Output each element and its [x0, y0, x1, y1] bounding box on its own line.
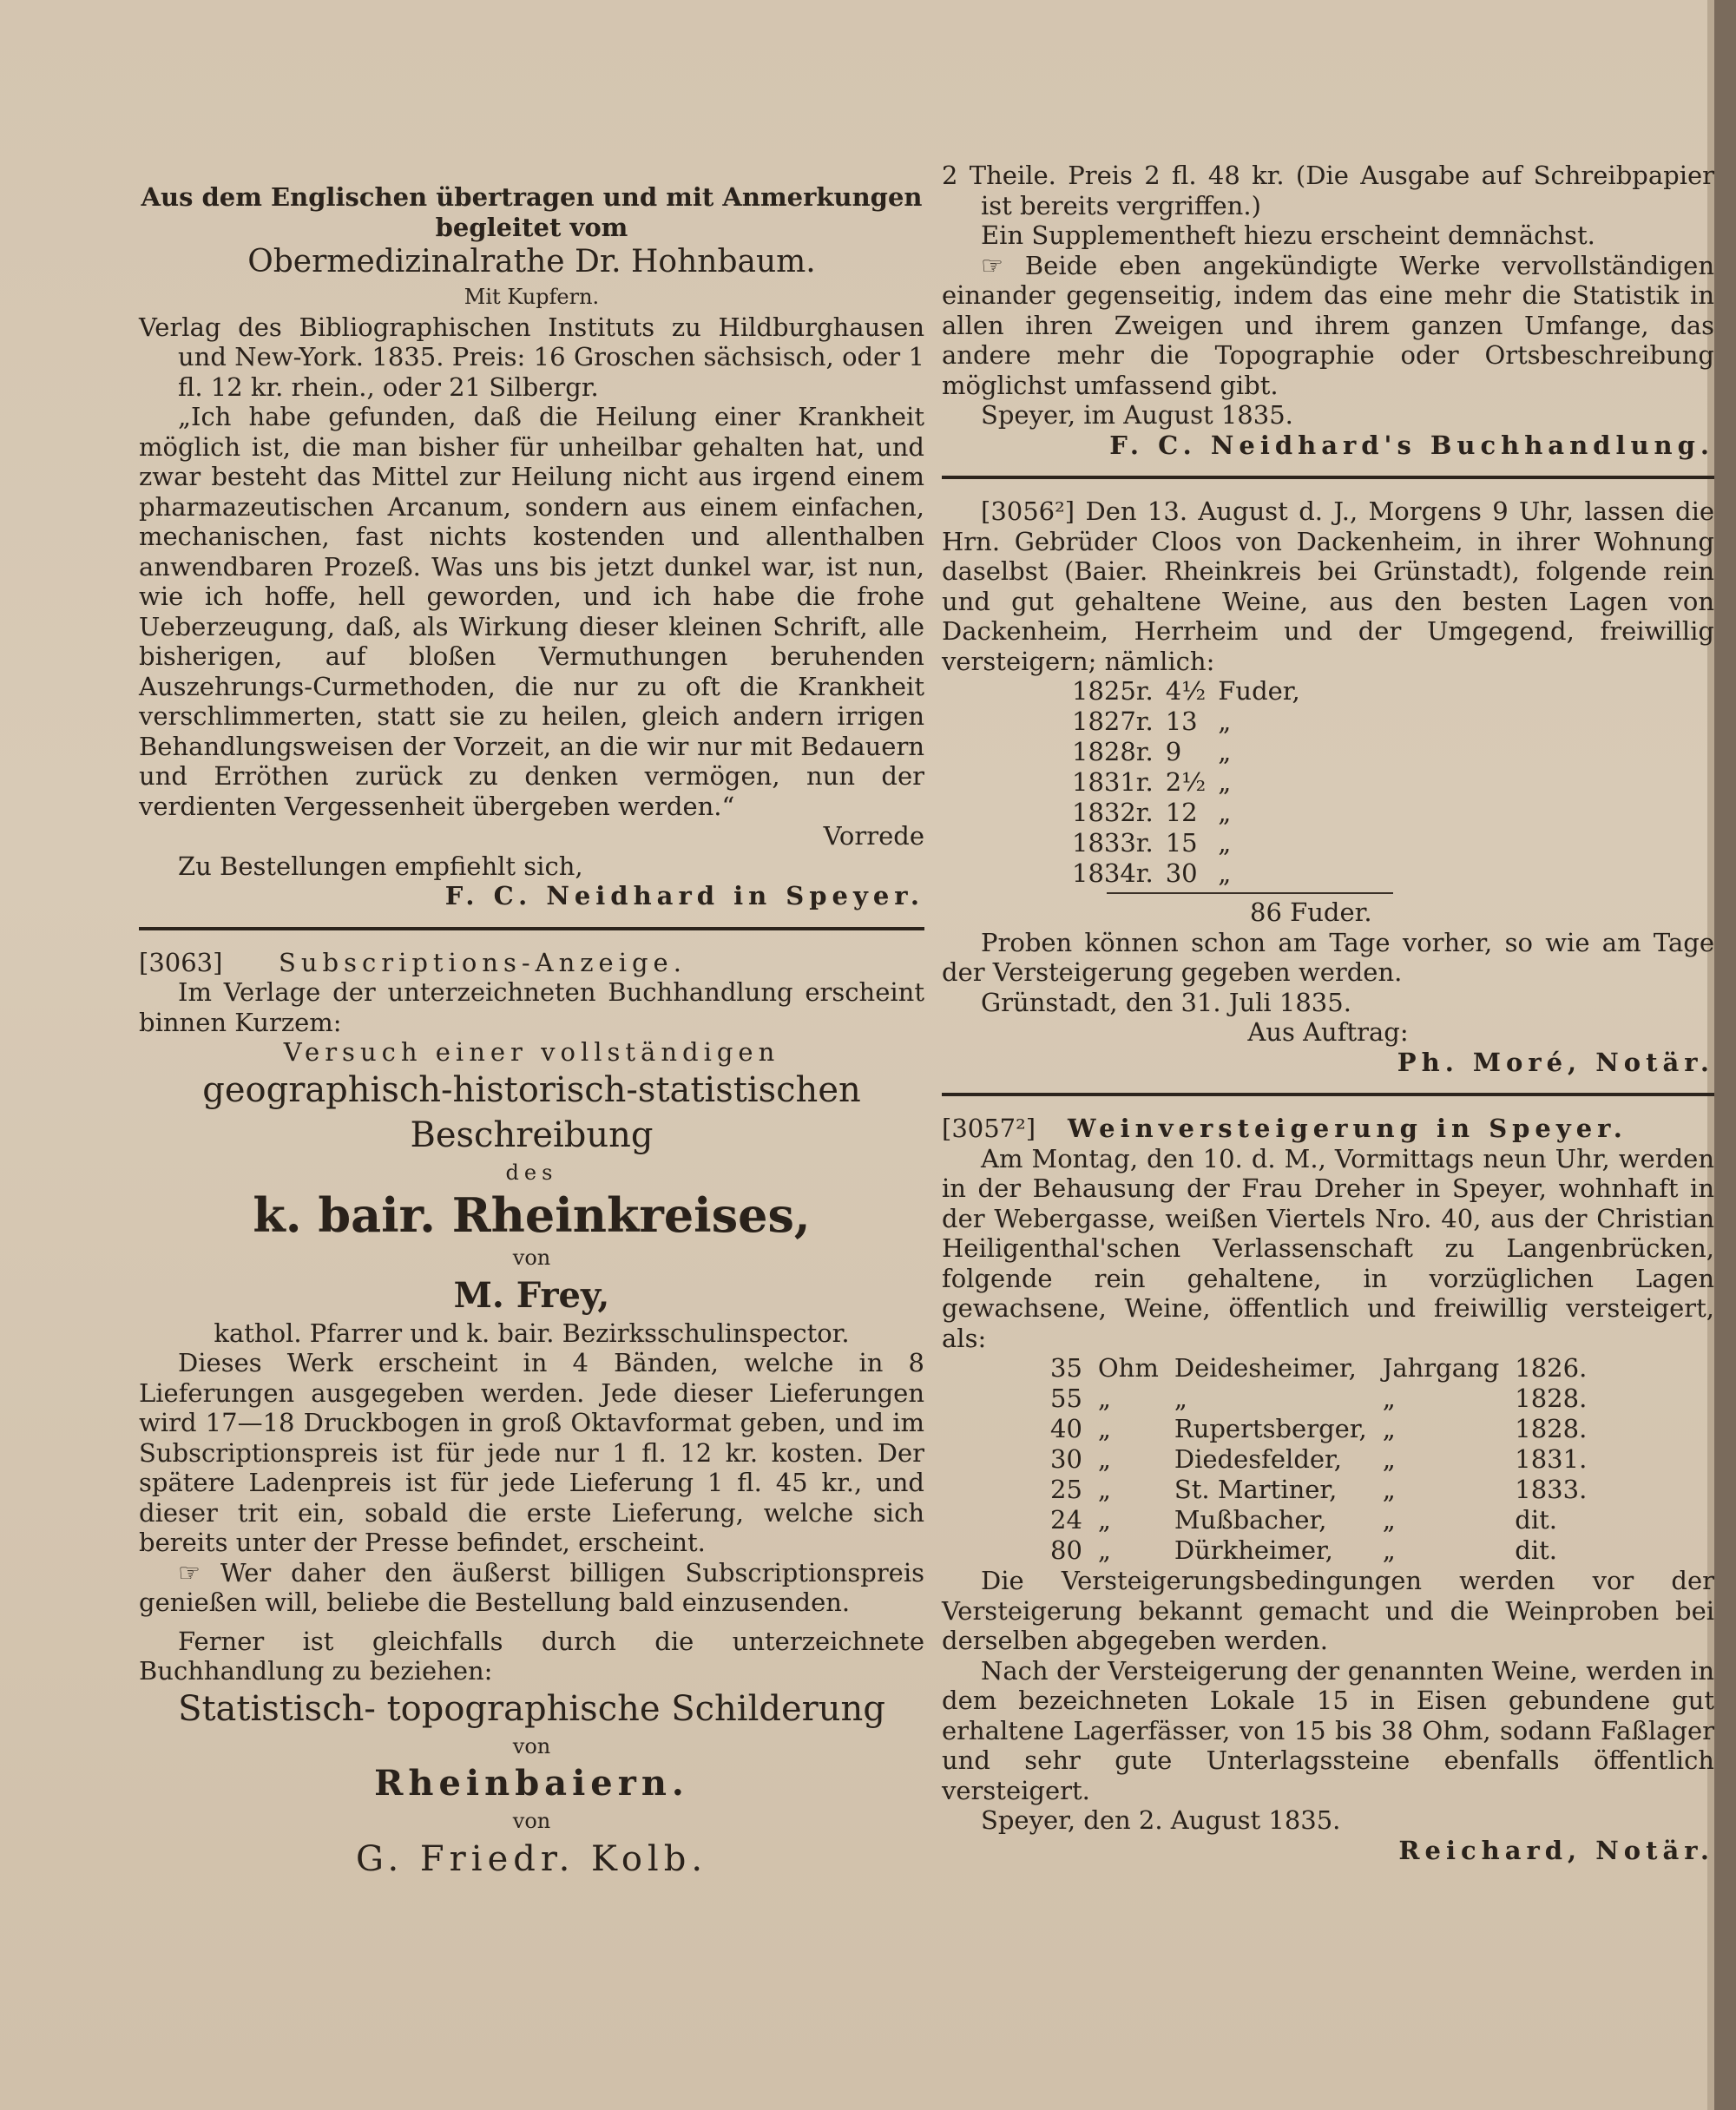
wine-unit: Fuder, — [1218, 676, 1300, 706]
wine-label: „ — [1382, 1414, 1396, 1443]
wine-qty: 24 — [1050, 1505, 1082, 1535]
subscription-title4: k. bair. Rheinkreises, — [253, 1187, 811, 1243]
wine-name: St. Martiner, — [1174, 1475, 1338, 1504]
wine-row — [1050, 1505, 1602, 1535]
wine-qty: 80 — [1050, 1535, 1082, 1565]
wine-unit: „ — [1218, 737, 1232, 766]
wine-year: 1833r. — [1072, 828, 1154, 858]
wine-name: Mußbacher, — [1174, 1505, 1327, 1535]
auction1-signature: Ph. Moré, Notär. — [1397, 1047, 1714, 1077]
wine-label: „ — [1382, 1505, 1396, 1535]
subscription-number: [3063] — [139, 947, 223, 977]
section-divider — [942, 1093, 1714, 1096]
right-top-note: ☞ Beide eben angekündigte Werke vervollständigen einander gegenseitig, indem das eine mehr die Statistik in allen ihren Zweigen und ihrem ganzen Umfange, das andere mehr die Topographie oder Ortsbeschreibung möglichst umfassend gibt. — [942, 250, 1714, 400]
right-column — [942, 161, 1714, 1865]
auction1-mandate: Aus Auftrag: — [1247, 1017, 1409, 1047]
wine-row — [1050, 1414, 1602, 1444]
wine-unit: „ — [1097, 1414, 1111, 1443]
wine-year: 1826. — [1515, 1353, 1588, 1383]
auction2-conditions: Die Versteigerungsbedingungen werden vor der Versteigerung bekannt gemacht und die Weinproben bei derselben abgegeben werden. — [942, 1566, 1714, 1655]
wine-year: dit. — [1515, 1505, 1557, 1535]
wine-row — [1050, 1535, 1602, 1566]
auction1-number: [3056²] — [981, 496, 1075, 526]
book-ad-quote: „Ich habe gefunden, daß die Heilung einer Krankheit möglich ist, die man bisher für unheilbar gehalten hat, und zwar besteht das Mittel zur Heilung nicht aus irgend einem pharmazeutischen Arcanum, sondern aus einem einfachen, mechanischen, fast nichts kostenden und allenthalben anwendbaren Prozeß. Was uns bis jetzt dunkel war, ist nun, wie ich hoffe, hell geworden, und ich habe die frohe Ueberzeugung, daß, als Wirkung dieser kleinen Schrift, alle bisherigen, auf bloßen Vermuthungen beruhenden Auszehrungs-Curmethoden, die nur zu oft die Krankheit verschlimmerten, statt sie zu heilen, gleich andern irrigen Behandlungsweisen der Vorzeit, an die wir nur mit Bedauern und Erröthen zurück zu denken vermögen, nun der verdienten Vergessenheit übergeben werden.“ — [139, 402, 924, 821]
wine-year: 1827r. — [1072, 707, 1154, 736]
wine-year: dit. — [1515, 1535, 1557, 1565]
book2-title2: von — [512, 1733, 551, 1758]
wine-qty: 55 — [1050, 1384, 1082, 1413]
wine-row — [1072, 858, 1312, 889]
subscription-heading: Subscriptions-Anzeige. — [278, 947, 687, 977]
book2-title4: von — [512, 1809, 551, 1833]
wine-label: „ — [1382, 1384, 1396, 1413]
auction2-date: Speyer, den 2. August 1835. — [981, 1805, 1341, 1835]
wine-amount: 4½ — [1165, 676, 1207, 706]
subscription-header — [139, 948, 924, 978]
wine-row — [1072, 707, 1312, 737]
auction1-samples: Proben können schon am Tage vorher, so wie am Tage der Versteigerung gegeben werden. — [942, 927, 1714, 987]
wine-row — [1072, 676, 1312, 707]
wine-label: Jahrgang — [1382, 1353, 1500, 1383]
right-top-parts: 2 Theile. Preis 2 fl. 48 kr. (Die Ausgabe auf Schreibpapier ist bereits vergriffen.) — [942, 161, 1714, 220]
subscription-title6: M. Frey, — [453, 1274, 610, 1316]
wine-row — [1072, 737, 1312, 767]
wine-name: „ — [1174, 1384, 1187, 1413]
auction2-wine-list — [1050, 1353, 1602, 1566]
auction2-header — [942, 1114, 1714, 1144]
wine-unit: „ — [1097, 1444, 1111, 1474]
wine-label: „ — [1382, 1475, 1396, 1504]
wine-year: 1833. — [1515, 1475, 1588, 1504]
wine-unit: „ — [1097, 1535, 1111, 1565]
wine-qty: 25 — [1050, 1475, 1082, 1504]
subscription-title5: von — [512, 1246, 551, 1270]
wine-unit: „ — [1097, 1505, 1111, 1535]
wine-year: 1828r. — [1072, 737, 1154, 766]
wine-row — [1050, 1444, 1602, 1475]
wine-qty: 30 — [1050, 1444, 1082, 1474]
left-column — [139, 182, 924, 1882]
book-ad-quote-source: Vorrede — [823, 821, 924, 851]
book-ad-signature: F. C. Neidhard in Speyer. — [444, 881, 924, 910]
wine-amount: 2½ — [1165, 767, 1207, 797]
wine-name: Dürkheimer, — [1174, 1535, 1333, 1565]
wine-unit: Ohm — [1097, 1353, 1159, 1383]
wine-name: Rupertsberger, — [1174, 1414, 1367, 1443]
subscription-intro: Im Verlage der unterzeichneten Buchhandlung erscheint binnen Kurzem: — [139, 977, 924, 1037]
book2-title1: Statistisch- topographische Schilderung — [178, 1688, 885, 1729]
total-divider — [1107, 892, 1393, 894]
book-ad-line2: begleitet vom — [435, 212, 628, 242]
book2-title5: G. Friedr. Kolb. — [355, 1838, 708, 1879]
book-ad-line1: Aus dem Englischen übertragen und mit Anmerkungen — [141, 182, 923, 212]
subscription-title7: kathol. Pfarrer und k. bair. Bezirksschulinspector. — [214, 1318, 850, 1348]
wine-year: 1831. — [1515, 1444, 1588, 1474]
subscription-title1: Versuch einer vollständigen — [283, 1037, 780, 1067]
right-top-date: Speyer, im August 1835. — [981, 400, 1293, 430]
wine-year: 1828. — [1515, 1384, 1588, 1413]
wine-qty: 40 — [1050, 1414, 1082, 1443]
book-ad-author: Obermedizinalrathe Dr. Hohnbaum. — [247, 244, 816, 279]
right-top-supplement: Ein Supplementheft hiezu erscheint demnächst. — [981, 220, 1595, 250]
wine-label: „ — [1382, 1444, 1396, 1474]
auction2-body: Am Montag, den 10. d. M., Vormittags neun Uhr, werden in der Behausung der Frau Dreher in Speyer, wohnhaft in der Webergasse, weißen Viertels Nro. 40, aus der Christian Heiligenthal'schen Verlassenschaft zu Langenbrücken, folgende rein gehaltene, in vorzüglichen Lagen gewachsene, Weine, öffentlich und freiwillig versteigert, als: — [942, 1143, 1714, 1353]
subscription-also: Ferner ist gleichfalls durch die unterzeichnete Buchhandlung zu beziehen: — [139, 1626, 924, 1686]
wine-year: 1834r. — [1072, 858, 1154, 888]
wine-row — [1050, 1353, 1602, 1384]
book-ad-illustrations: Mit Kupfern. — [464, 285, 600, 309]
book-ad-publisher: Verlag des Bibliographischen Instituts zu Hildburghausen und New-York. 1835. Preis: 16 Groschen sächsisch, oder 1 fl. 12 kr. rhein., oder 21 Silbergr. — [139, 312, 924, 402]
wine-year: 1832r. — [1072, 798, 1154, 827]
wine-unit: „ — [1218, 828, 1232, 858]
auction1-body: Den 13. August d. J., Morgens 9 Uhr, lassen die Hrn. Gebrüder Cloos von Dackenheim, in ihrer Wohnung daselbst (Baier. Rheinkreis bei Grünstadt), folgende rein und gut gehaltene Weine, aus den besten Lagen von Dackenheim, Herrheim und der Umgegend, freiwillig versteigern; nämlich: — [942, 496, 1715, 676]
wine-amount: 9 — [1165, 737, 1182, 766]
book-ad-order: Zu Bestellungen empfiehlt sich, — [178, 851, 583, 881]
auction1-total: 86 Fuder. — [1250, 897, 1372, 927]
wine-row — [1050, 1475, 1602, 1505]
section-divider — [942, 476, 1714, 479]
right-top-signature: F. C. Neidhard's Buchhandlung. — [1109, 430, 1714, 460]
wine-amount: 13 — [1165, 707, 1198, 736]
wine-unit: „ — [1218, 858, 1232, 888]
wine-amount: 12 — [1165, 798, 1198, 827]
auction2-after: Nach der Versteigerung der genannten Weine, werden in dem bezeichneten Lokale 15 in Eisen gebundene gut erhaltene Lagerfässer, von 15 bis 38 Ohm, sodann Faßlager und sehr gute Unterlagssteine ebenfalls öffentlich versteigert. — [942, 1655, 1714, 1805]
wine-row — [1050, 1384, 1602, 1414]
wine-name: Diedesfelder, — [1174, 1444, 1342, 1474]
auction1-wine-list — [1072, 676, 1312, 889]
wine-year: 1825r. — [1072, 676, 1154, 706]
page-edge — [1714, 0, 1736, 2110]
wine-qty: 35 — [1050, 1353, 1082, 1383]
auction2-number: [3057²] — [942, 1114, 1036, 1143]
wine-year: 1828. — [1515, 1414, 1588, 1443]
wine-unit: „ — [1218, 798, 1232, 827]
subscription-title2: geographisch-historisch-statistischen Beschreibung — [202, 1069, 861, 1155]
wine-year: 1831r. — [1072, 767, 1154, 797]
wine-unit: „ — [1218, 707, 1232, 736]
wine-row — [1072, 767, 1312, 798]
auction2-signature: Reichard, Notär. — [1398, 1835, 1714, 1865]
wine-name: Deidesheimer, — [1174, 1353, 1357, 1383]
subscription-title3: des — [505, 1160, 558, 1185]
wine-unit: „ — [1218, 767, 1232, 797]
section-divider — [139, 927, 924, 930]
auction1-text — [942, 496, 1714, 676]
auction2-heading: Weinversteigerung in Speyer. — [1067, 1114, 1628, 1143]
wine-row — [1072, 798, 1312, 828]
subscription-note: ☞ Wer daher den äußerst billigen Subscriptionspreis genießen will, beliebe die Bestellung bald einzusenden. — [139, 1557, 924, 1617]
wine-label: „ — [1382, 1535, 1396, 1565]
wine-row — [1072, 828, 1312, 858]
wine-amount: 15 — [1165, 828, 1198, 858]
subscription-body: Dieses Werk erscheint in 4 Bänden, welche in 8 Lieferungen ausgegeben werden. Jede dieser Lieferungen wird 17—18 Druckbogen in groß Oktavformat geben, und im Subscriptionspreis ist für jede nur 1 fl. 12 kr. kosten. Der spätere Ladenpreis ist für jede Lieferung 1 fl. 45 kr., und dieser trit ein, sobald die erste Lieferung, welche sich bereits unter der Presse befindet, erscheint. — [139, 1348, 924, 1557]
book2-title3: Rheinbaiern. — [374, 1763, 689, 1804]
wine-unit: „ — [1097, 1475, 1111, 1504]
auction1-date: Grünstadt, den 31. Juli 1835. — [981, 987, 1351, 1017]
wine-amount: 30 — [1165, 858, 1198, 888]
wine-unit: „ — [1097, 1384, 1111, 1413]
